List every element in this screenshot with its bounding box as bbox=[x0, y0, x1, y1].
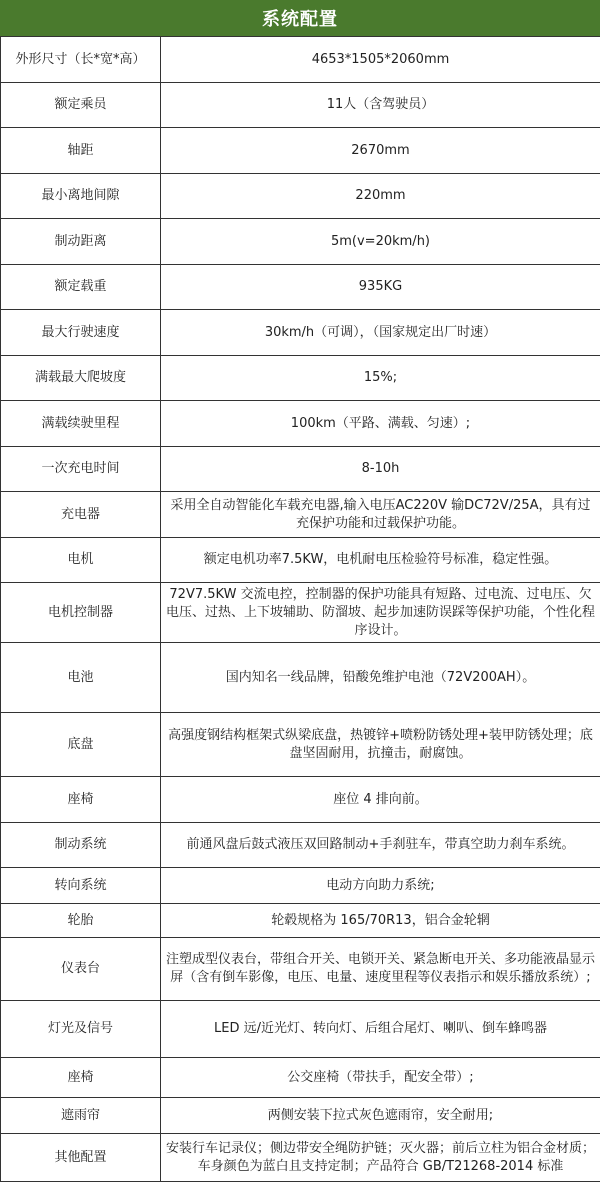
row-value: 4653*1505*2060mm bbox=[161, 37, 600, 83]
table-row bbox=[1, 128, 600, 174]
row-value: 采用全自动智能化车载充电器,输入电压AC220V 输DC72V/25A，具有过充保护功能和过载保护功能。 bbox=[161, 492, 600, 538]
row-value: 72V7.5KW 交流电控，控制器的保护功能具有短路、过电流、过电压、欠电压、过热、上下坡辅助、防溜坡、起步加速防误踩等保护功能，个性化程序设计。 bbox=[161, 583, 600, 643]
table-row bbox=[1, 1098, 600, 1134]
table-row bbox=[1, 37, 600, 83]
row-value: 座位 4 排向前。 bbox=[161, 777, 600, 823]
row-value: 轮毂规格为 165/70R13，铝合金轮辋 bbox=[161, 904, 600, 938]
row-label: 最小离地间隙 bbox=[1, 174, 161, 219]
table-row bbox=[1, 583, 600, 643]
table-row bbox=[1, 492, 600, 538]
row-value: 100km（平路、满载、匀速）; bbox=[161, 401, 600, 447]
row-value: 国内知名一线品牌，铅酸免维护电池（72V200AH）。 bbox=[161, 643, 600, 713]
table-row bbox=[1, 1058, 600, 1098]
row-value: 15%; bbox=[161, 356, 600, 401]
table-row bbox=[1, 174, 600, 219]
row-label: 额定乘员 bbox=[1, 83, 161, 128]
row-value: 高强度钢结构框架式纵梁底盘，热镀锌+喷粉防锈处理+装甲防锈处理；底盘坚固耐用，抗撞击，耐腐蚀。 bbox=[161, 713, 600, 777]
row-label: 满载最大爬坡度 bbox=[1, 356, 161, 401]
row-label: 一次充电时间 bbox=[1, 447, 161, 492]
table-row bbox=[1, 777, 600, 823]
row-label: 外形尺寸（长*宽*高） bbox=[1, 37, 161, 83]
row-value: 前通风盘后鼓式液压双回路制动+手刹驻车，带真空助力刹车系统。 bbox=[161, 823, 600, 868]
row-value: 2670mm bbox=[161, 128, 600, 174]
row-label: 最大行驶速度 bbox=[1, 310, 161, 356]
row-value: 935KG bbox=[161, 265, 600, 310]
row-label: 制动系统 bbox=[1, 823, 161, 868]
table-row bbox=[1, 713, 600, 777]
table-row bbox=[1, 538, 600, 583]
row-label: 其他配置 bbox=[1, 1134, 161, 1182]
row-value: 30km/h（可调），（国家规定出厂时速） bbox=[161, 310, 600, 356]
row-label: 额定载重 bbox=[1, 265, 161, 310]
table-row bbox=[1, 823, 600, 868]
row-value: 220mm bbox=[161, 174, 600, 219]
table-row bbox=[1, 868, 600, 904]
row-value: 额定电机功率7.5KW，电机耐电压检验符号标准，稳定性强。 bbox=[161, 538, 600, 583]
table-title: 系统配置 bbox=[0, 0, 600, 36]
table-row bbox=[1, 1134, 600, 1182]
row-label: 电机 bbox=[1, 538, 161, 583]
row-label: 轴距 bbox=[1, 128, 161, 174]
table-row bbox=[1, 643, 600, 713]
table-row bbox=[1, 1001, 600, 1058]
row-label: 电机控制器 bbox=[1, 583, 161, 643]
table-row bbox=[1, 265, 600, 310]
row-value: 注塑成型仪表台，带组合开关、电锁开关、紧急断电开关、多功能液晶显示屏（含有倒车影像，电压、电量、速度里程等仪表指示和娱乐播放系统）; bbox=[161, 938, 600, 1001]
row-label: 制动距离 bbox=[1, 219, 161, 265]
row-label: 转向系统 bbox=[1, 868, 161, 904]
row-label: 电池 bbox=[1, 643, 161, 713]
table-row bbox=[1, 219, 600, 265]
table-row bbox=[1, 83, 600, 128]
row-value: LED 远/近光灯、转向灯、后组合尾灯、喇叭、倒车蜂鸣器 bbox=[161, 1001, 600, 1058]
table-row bbox=[1, 938, 600, 1001]
row-value: 8-10h bbox=[161, 447, 600, 492]
row-value: 安装行车记录仪；侧边带安全绳防护链；灭火器；前后立柱为铝合金材质；车身颜色为蓝白且支持定制；产品符合 GB/T21268-2014 标准 bbox=[161, 1134, 600, 1182]
row-label: 座椅 bbox=[1, 777, 161, 823]
table-row bbox=[1, 447, 600, 492]
row-label: 仪表台 bbox=[1, 938, 161, 1001]
row-label: 遮雨帘 bbox=[1, 1098, 161, 1134]
row-value: 电动方向助力系统; bbox=[161, 868, 600, 904]
row-label: 底盘 bbox=[1, 713, 161, 777]
row-value: 两侧安装下拉式灰色遮雨帘，安全耐用; bbox=[161, 1098, 600, 1134]
table-row bbox=[1, 356, 600, 401]
table-row bbox=[1, 904, 600, 938]
row-label: 座椅 bbox=[1, 1058, 161, 1098]
table-row bbox=[1, 401, 600, 447]
table-row bbox=[1, 310, 600, 356]
row-label: 轮胎 bbox=[1, 904, 161, 938]
row-value: 公交座椅（带扶手，配安全带）; bbox=[161, 1058, 600, 1098]
row-label: 满载续驶里程 bbox=[1, 401, 161, 447]
row-label: 充电器 bbox=[1, 492, 161, 538]
spec-table bbox=[0, 36, 600, 1182]
row-label: 灯光及信号 bbox=[1, 1001, 161, 1058]
row-value: 5m(v=20km/h) bbox=[161, 219, 600, 265]
row-value: 11人（含驾驶员） bbox=[161, 83, 600, 128]
